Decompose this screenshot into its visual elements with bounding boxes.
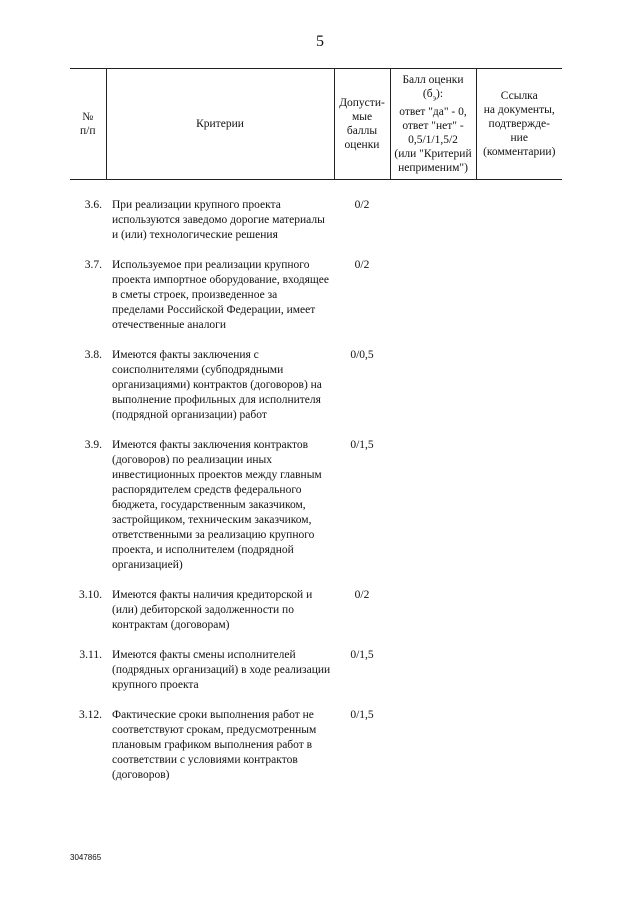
header-allowed [334, 69, 390, 180]
table-row [70, 588, 562, 648]
table-row [70, 348, 562, 438]
row-score-cell [390, 708, 476, 798]
row-allowed: 0/1,5 [350, 709, 374, 722]
row-num: 3.10. [79, 589, 102, 602]
row-score-cell [390, 258, 476, 348]
row-criteria: При реализации крупного проекта используются заведомо дорогие материалы и (или) технологические решения [112, 199, 325, 242]
row-allowed: 0/2 [354, 199, 370, 212]
row-num: 3.11. [79, 649, 102, 662]
criteria-table-container [70, 68, 562, 798]
header-criteria-label: Критерии [196, 118, 244, 131]
header-reference-label: Ссылка на документы, подтвержде- ние (комментарии) [483, 90, 556, 159]
row-reference-cell [476, 348, 562, 438]
header-score-subscript: э [432, 93, 437, 103]
table-spacer [70, 180, 562, 199]
row-allowed: 0/1,5 [350, 649, 374, 662]
row-allowed: 0/1,5 [350, 439, 374, 452]
header-score-label: Балл оценки (б [402, 74, 464, 100]
row-reference-cell [476, 258, 562, 348]
row-score-cell [390, 648, 476, 708]
header-num [70, 69, 106, 180]
row-allowed: 0/2 [354, 589, 370, 602]
row-num: 3.12. [79, 709, 102, 722]
row-reference-cell [476, 438, 562, 588]
row-reference-cell [476, 708, 562, 798]
row-reference-cell [476, 198, 562, 258]
table-row [70, 708, 562, 798]
row-score-cell [390, 348, 476, 438]
row-criteria: Используемое при реализации крупного проекта импортное оборудование, входящее в сметы строек, произведенное за пределами Российской Федерации, имеет отечественные аналоги [112, 259, 329, 332]
row-score-cell [390, 438, 476, 588]
row-score-cell [390, 198, 476, 258]
row-criteria: Имеются факты заключения контрактов (договоров) по реализации иных инвестиционных проектов между главным распорядителем средств федерального бюджета, государственным заказчиком, застройщиком, техническим заказчиком, ответственными за реализацию крупного проекта, и исполнителем (подрядной организацией) [112, 439, 322, 572]
row-num: 3.9. [84, 439, 102, 452]
header-score [390, 69, 476, 180]
row-score-cell [390, 588, 476, 648]
row-reference-cell [476, 588, 562, 648]
row-reference-cell [476, 648, 562, 708]
row-criteria: Фактические сроки выполнения работ не соответствуют срокам, предусмотренным плановым графиком выполнения работ в соответствии с условиями контрактов (договоров) [112, 709, 317, 782]
page-number: 5 [316, 33, 324, 50]
row-criteria: Имеются факты наличия кредиторской и (или) дебиторской задолженности по контрактам (договорам) [112, 589, 313, 632]
row-num: 3.6. [84, 199, 102, 212]
header-criteria [106, 69, 334, 180]
table-row [70, 648, 562, 708]
row-criteria: Имеются факты заключения с соисполнителями (субподрядными организациями) контрактов (договоров) на выполнение профильных для исполнителя (подрядной организации) работ [112, 349, 322, 422]
header-num-label: № п/п [79, 111, 96, 138]
row-num: 3.8. [84, 349, 102, 362]
footer-document-code: 3047865 [70, 853, 102, 862]
header-score-rest: ): ответ "да" - 0, ответ "нет" - 0,5/1/1,5/2 (или "Критерий неприменим") [394, 88, 472, 175]
table-header-row [70, 69, 562, 180]
header-reference [476, 69, 562, 180]
row-allowed: 0/2 [354, 259, 370, 272]
table-row [70, 198, 562, 258]
row-criteria: Имеются факты смены исполнителей (подрядных организаций) в ходе реализации крупного проекта [112, 649, 331, 692]
row-allowed: 0/0,5 [350, 349, 374, 362]
row-num: 3.7. [84, 259, 102, 272]
criteria-table [70, 68, 562, 798]
table-row [70, 258, 562, 348]
table-row [70, 438, 562, 588]
header-allowed-label: Допусти- мые баллы оценки [339, 97, 385, 152]
